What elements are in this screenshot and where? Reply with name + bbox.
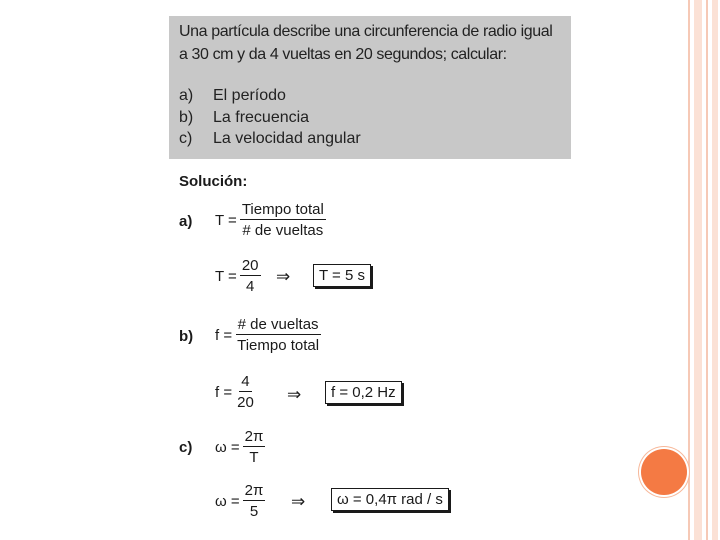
frequency-result-box: f = 0,2 Hz [325,381,402,404]
implies-arrow-icon: ⇒ [291,492,306,511]
numerator: Tiempo total [241,201,324,218]
problem-line-2: a 30 cm y da 4 vueltas en 20 segundos; calcular: [179,46,507,63]
question-label: b) [179,109,194,126]
period-result-box: T = 5 s [313,264,371,287]
part-a-label: a) [179,213,193,230]
problem-box [169,16,571,159]
decor-stripe [706,0,708,540]
part-b-label: b) [179,328,194,345]
numerator: 4 [241,373,250,390]
angular-velocity-result-box: ω = 0,4π rad / s [331,488,449,511]
fraction [235,316,321,354]
fraction [243,428,266,466]
numerator: 20 [241,257,259,274]
part-c-label: c) [179,439,193,456]
question-text: El período [213,87,286,104]
numerator: 2π [244,482,264,499]
frequency-substitution [215,373,256,411]
formula-lhs: T = [215,211,237,229]
numerator: # de vueltas [237,316,319,333]
implies-arrow-icon: ⇒ [276,267,291,286]
question-text: La velocidad angular [213,130,361,147]
decor-stripe [712,0,718,540]
implies-arrow-icon: ⇒ [287,385,302,404]
formula-lhs: ω = [215,438,240,456]
question-label: a) [179,87,194,104]
denominator: 20 [237,394,254,411]
problem-line-1: Una partícula describe una circunferencia de radio igual [179,23,553,40]
decor-circle [641,449,687,495]
denominator: T [249,449,259,466]
angular-velocity-substitution [215,482,265,520]
fraction [243,482,266,520]
numerator: 2π [244,428,264,445]
decor-stripe [694,0,702,540]
angular-velocity-formula [215,428,265,466]
denominator: # de vueltas [242,222,324,239]
question-label: c) [179,130,193,147]
formula-lhs: f = [215,383,233,401]
fraction [240,257,261,295]
fraction [235,373,256,411]
formula-lhs: f = [215,326,233,344]
fraction [240,201,326,239]
period-formula [215,201,326,239]
frequency-formula [215,316,321,354]
solution-heading: Solución: [179,173,248,190]
formula-lhs: ω = [215,492,240,510]
denominator: Tiempo total [237,337,320,354]
denominator: 4 [246,278,255,295]
question-text: La frecuencia [213,109,310,126]
denominator: 5 [249,503,259,520]
decor-stripe [688,0,690,540]
formula-lhs: T = [215,267,237,285]
period-substitution [215,257,261,295]
